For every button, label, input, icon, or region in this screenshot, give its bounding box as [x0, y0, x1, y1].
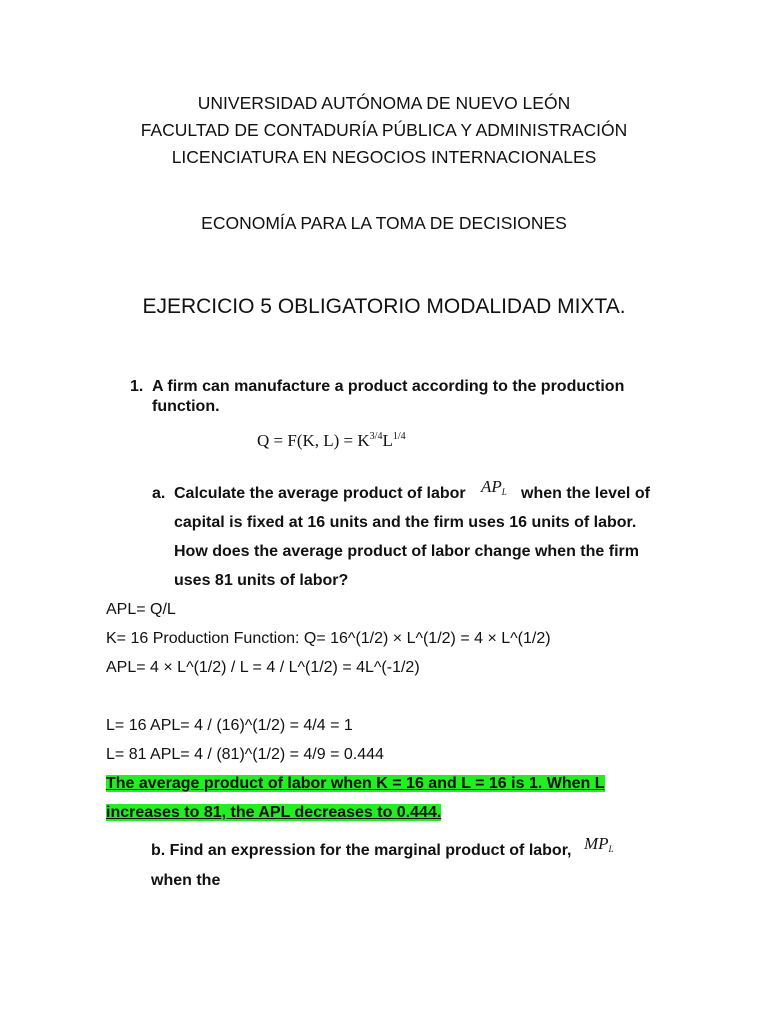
part-b-line2: when the	[151, 872, 221, 889]
question-number: 1.	[130, 378, 144, 395]
apl-symbol-main: AP	[481, 477, 502, 496]
question-text-line1: A firm can manufacture a product according to the production	[152, 378, 625, 395]
faculty-name: FACULTAD DE CONTADURÍA PÚBLICA Y ADMINISTRACIÓN	[140, 120, 628, 140]
production-function-formula	[257, 431, 406, 451]
part-a-line4: uses 81 units of labor?	[174, 572, 349, 589]
apl-symbol-sub: L	[501, 487, 507, 497]
part-a-line1-pre: Calculate the average product of labor	[174, 485, 466, 502]
mpl-symbol	[584, 834, 614, 854]
highlight-conclusion-1: The average product of labor when K = 16 and L = 16 is 1. When L	[106, 775, 605, 792]
mpl-symbol-main: MP	[584, 834, 609, 853]
answer-l81: L= 81 APL= 4 / (81)^(1/2) = 4/9 = 0.444	[106, 746, 384, 763]
answer-conclusion-line1	[106, 775, 605, 793]
question-text-line2: function.	[152, 398, 220, 415]
university-name: UNIVERSIDAD AUTÓNOMA DE NUEVO LEÓN	[197, 93, 571, 113]
answer-apl-definition: APL= Q/L	[106, 601, 176, 618]
formula-k-exponent: 3/4	[369, 431, 383, 442]
mpl-symbol-sub: L	[608, 844, 614, 854]
part-a-line1-post: when the level of	[521, 485, 650, 502]
answer-conclusion-line2	[106, 804, 441, 822]
answer-production-function: K= 16 Production Function: Q= 16^(1/2) × L^(1/2) = 4 × L^(1/2)	[106, 630, 551, 647]
program-name: LICENCIATURA EN NEGOCIOS INTERNACIONALES	[171, 147, 597, 167]
exercise-title: EJERCICIO 5 OBLIGATORIO MODALIDAD MIXTA.	[142, 295, 626, 318]
part-a-line2: capital is fixed at 16 units and the firm uses 16 units of labor.	[174, 514, 637, 531]
formula-l: L	[382, 431, 393, 450]
formula-l-exponent: 1/4	[392, 431, 406, 442]
part-a-line3: How does the average product of labor change when the firm	[174, 543, 639, 560]
apl-symbol	[481, 477, 507, 497]
part-b-line1: b. Find an expression for the marginal product of labor,	[151, 842, 572, 859]
formula-lhs: Q = F(K, L) = K	[257, 431, 370, 450]
answer-l16: L= 16 APL= 4 / (16)^(1/2) = 4/4 = 1	[106, 717, 353, 734]
highlight-conclusion-2: increases to 81, the APL decreases to 0.444.	[106, 804, 442, 821]
course-name: ECONOMÍA PARA LA TOMA DE DECISIONES	[201, 213, 567, 233]
part-a-letter: a.	[152, 485, 166, 502]
answer-apl-expression: APL= 4 × L^(1/2) / L = 4 / L^(1/2) = 4L^(-1/2)	[106, 659, 420, 676]
